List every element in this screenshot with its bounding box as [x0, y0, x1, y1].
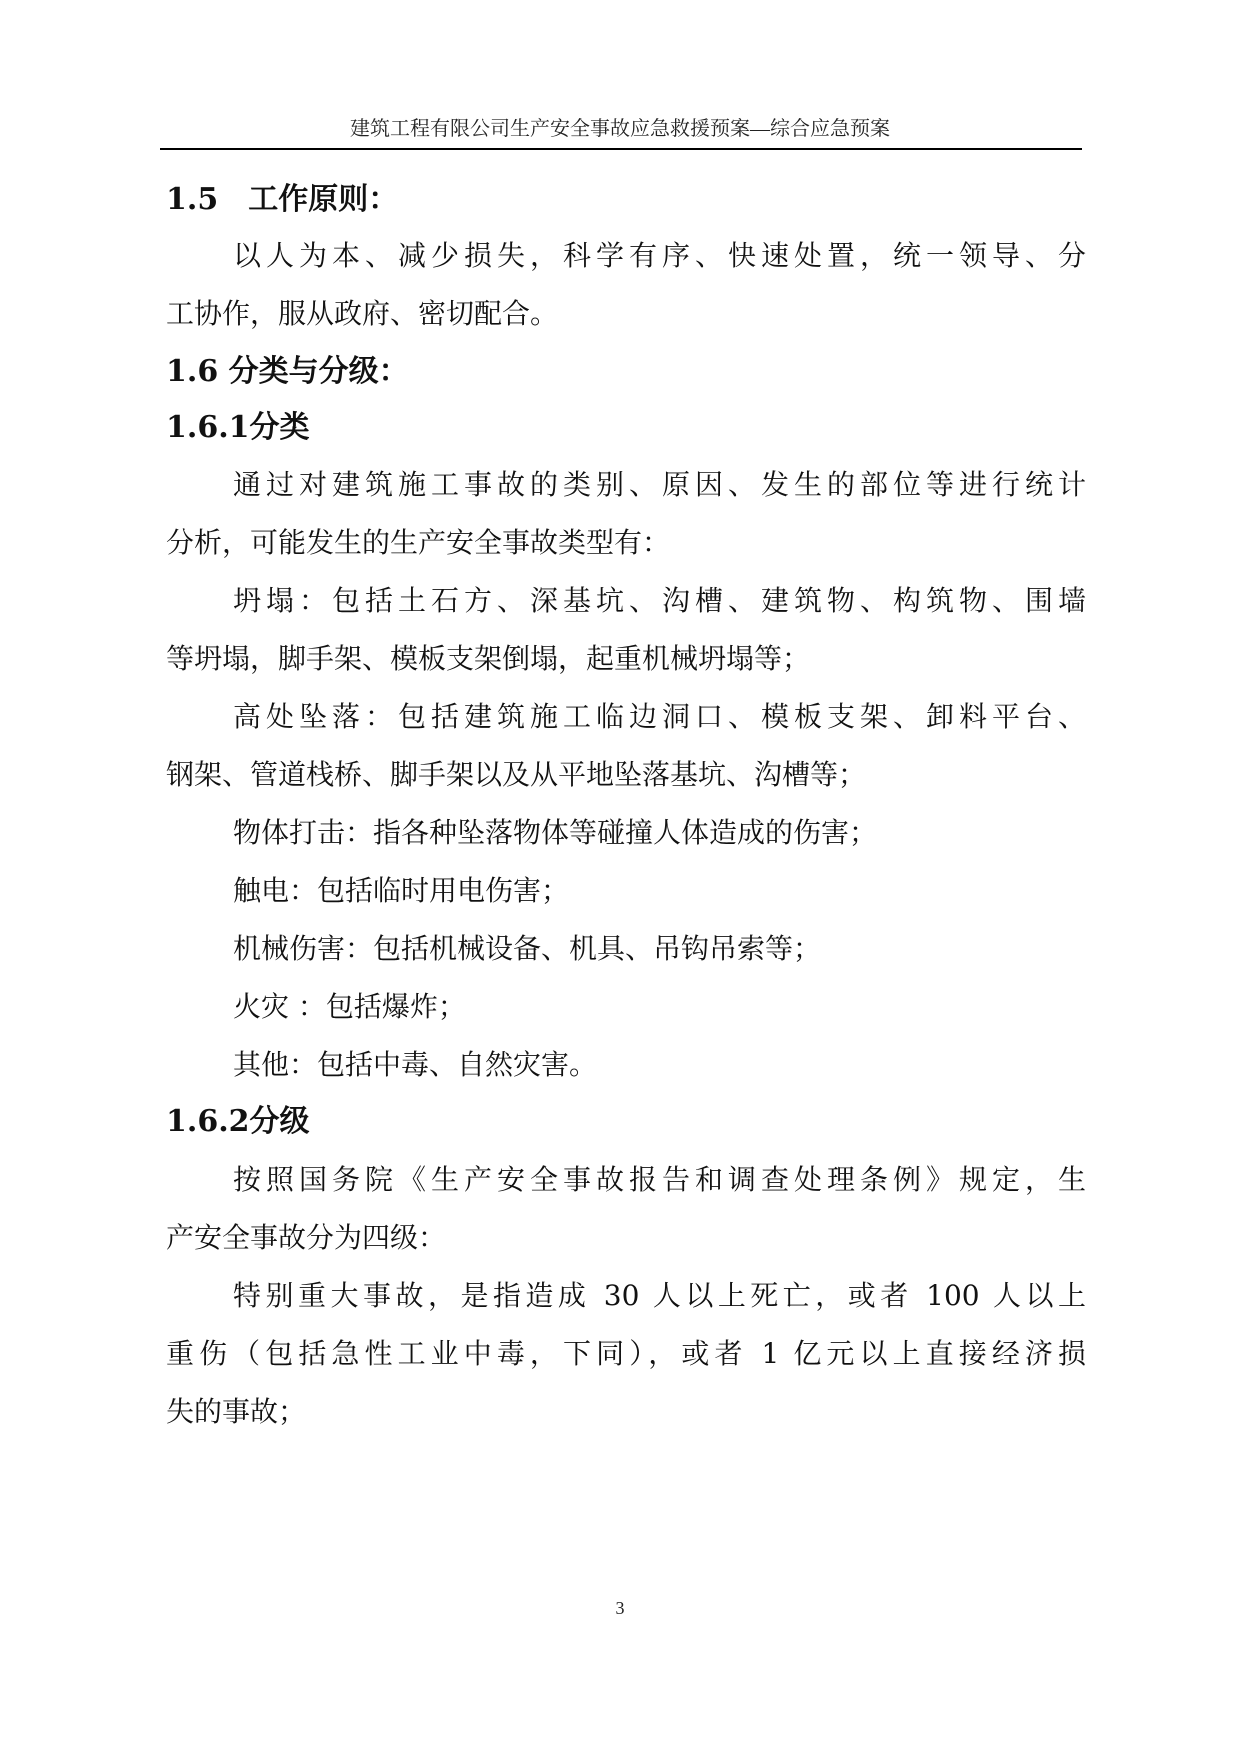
section-heading-1-5: 1.5 工作原则： — [166, 182, 399, 217]
paragraph-line: 失的事故； — [166, 1395, 307, 1428]
paragraph-line: 分析，可能发生的生产安全事故类型有： — [166, 526, 671, 559]
paragraph-line: 产安全事故分为四级： — [166, 1221, 447, 1254]
paragraph-line: 工协作，服从政府、密切配合。 — [166, 297, 559, 330]
paragraph-line: 机械伤害：包括机械设备、机具、吊钩吊索等； — [233, 932, 822, 965]
section-heading-1-6-2: 1.6.2分级 — [166, 1104, 310, 1139]
paragraph-line: 钢架、管道栈桥、脚手架以及从平地坠落基坑、沟槽等； — [166, 758, 867, 791]
section-heading-1-6: 1.6 分类与分级： — [166, 354, 409, 389]
paragraph-line: 物体打击：指各种坠落物体等碰撞人体造成的伤害； — [233, 816, 878, 849]
header-title: 建筑工程有限公司生产安全事故应急救援预案—综合应急预案 — [350, 118, 890, 140]
paragraph-line: 火灾 ：包括爆炸； — [233, 990, 466, 1023]
paragraph-line: 重伤（包括急性工业中毒，下同），或者 1 亿元以上直接经济损 — [166, 1337, 1086, 1370]
section-heading-1-6-1: 1.6.1分类 — [166, 410, 310, 445]
paragraph-line: 按照国务院《生产安全事故报告和调查处理条例》规定，生 — [233, 1163, 1086, 1196]
paragraph-line: 坍塌：包括土石方、深基坑、沟槽、建筑物、构筑物、围墙 — [233, 584, 1086, 617]
paragraph-line: 通过对建筑施工事故的类别、原因、发生的部位等进行统计 — [233, 468, 1086, 501]
header-divider — [160, 148, 1082, 150]
paragraph-line: 高处坠落：包括建筑施工临边洞口、模板支架、卸料平台、 — [233, 700, 1086, 733]
paragraph-line: 以人为本、减少损失，科学有序、快速处置，统一领导、分 — [233, 239, 1086, 272]
paragraph-line: 等坍塌，脚手架、模板支架倒塌，起重机械坍塌等； — [166, 642, 811, 675]
paragraph-line: 其他：包括中毒、自然灾害。 — [233, 1048, 598, 1081]
paragraph-line: 特别重大事故，是指造成 30 人以上死亡，或者 100 人以上 — [233, 1279, 1086, 1312]
page-number: 3 — [615, 1598, 625, 1618]
paragraph-line: 触电：包括临时用电伤害； — [233, 874, 570, 907]
